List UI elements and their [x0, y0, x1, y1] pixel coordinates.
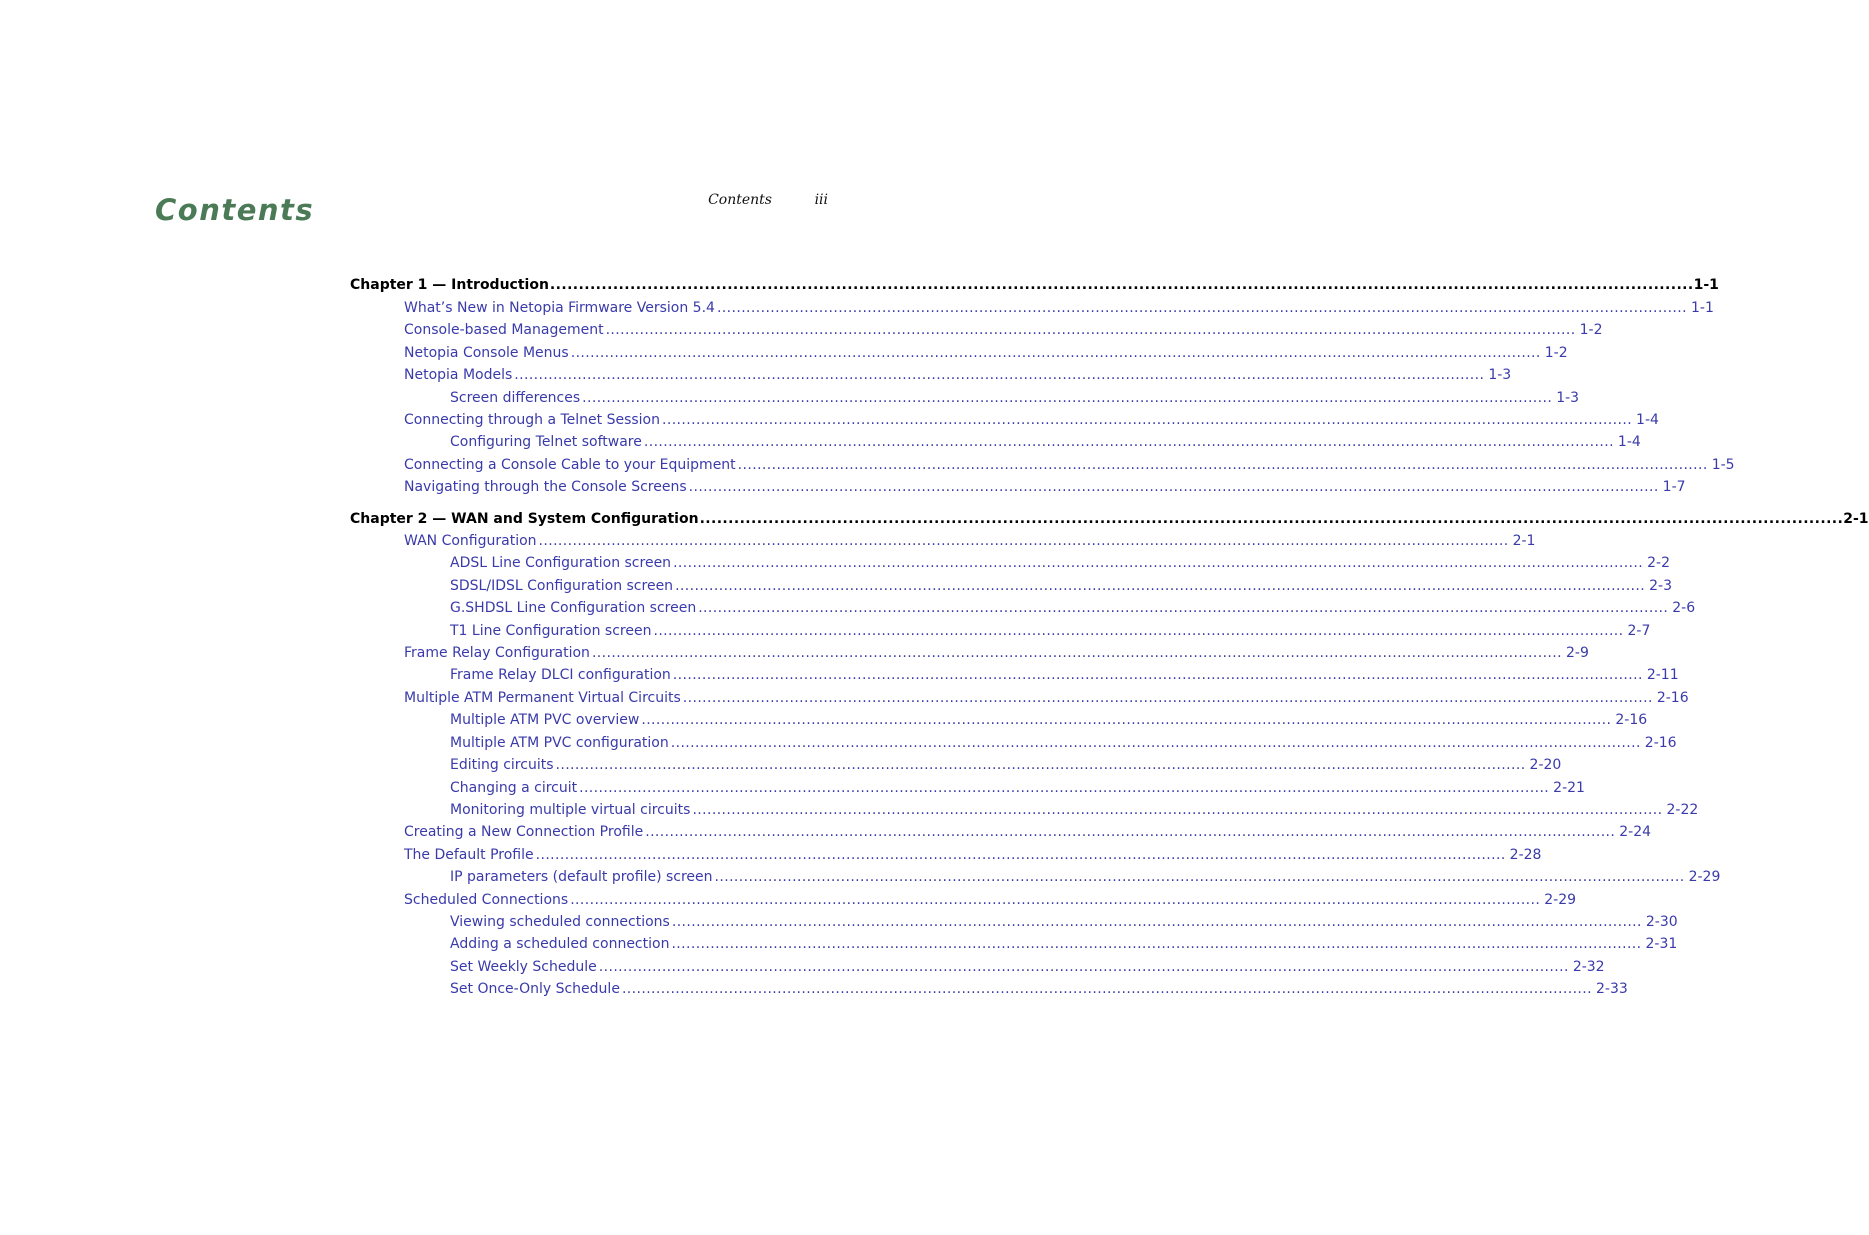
toc-entry-label: Viewing scheduled connections	[450, 914, 670, 930]
toc-entry-label: IP parameters (default profile) screen	[450, 869, 713, 885]
toc-leader-dots: ........................................................................................................................................................................................................	[688, 479, 1659, 495]
toc-entry[interactable]	[404, 531, 1536, 551]
toc-entry-page-number: 2-33	[1595, 981, 1628, 997]
toc-entry[interactable]	[450, 957, 1605, 977]
toc-entry-label: Chapter 1 — Introduction	[350, 277, 549, 293]
running-head-page-number: iii	[814, 192, 828, 208]
toc-entry-page-number: 2-9	[1565, 645, 1589, 661]
toc-entry[interactable]	[450, 388, 1580, 408]
toc-leader-dots: ........................................................................................................................................................................................................	[570, 892, 1541, 908]
toc-entry[interactable]	[450, 733, 1677, 753]
toc-entry[interactable]	[450, 934, 1678, 954]
toc-entry-label: T1 Line Configuration screen	[450, 623, 652, 639]
toc-entry[interactable]	[404, 845, 1542, 865]
toc-entry-page-number: 1-2	[1579, 322, 1603, 338]
toc-entry-label: Netopia Models	[404, 367, 513, 383]
toc-leader-dots: ........................................................................................................................................................................................................	[645, 824, 1616, 840]
toc-entry-label: Multiple ATM PVC overview	[450, 712, 640, 728]
toc-leader-dots: ........................................................................................................................................................................................................	[673, 555, 1644, 571]
toc-entry-label: Connecting a Console Cable to your Equipment	[404, 457, 736, 473]
toc-leader-dots: ........................................................................................................................................................................................................	[549, 277, 1694, 293]
toc-entry-page-number: 2-29	[1688, 869, 1721, 885]
toc-entry-label: G.SHDSL Line Configuration screen	[450, 600, 697, 616]
toc-entry-page-number: 2-24	[1619, 824, 1652, 840]
toc-entry-label: ADSL Line Configuration screen	[450, 555, 672, 571]
toc-entry-label: Configuring Telnet software	[450, 434, 642, 450]
toc-leader-dots: ........................................................................................................................................................................................................	[670, 735, 1641, 751]
toc-leader-dots: ........................................................................................................................................................................................................	[662, 412, 1633, 428]
toc-entry-label: Multiple ATM Permanent Virtual Circuits	[404, 690, 681, 706]
toc-entry[interactable]	[450, 912, 1678, 932]
toc-leader-dots: ........................................................................................................................................................................................................	[675, 578, 1646, 594]
toc-leader-dots: ........................................................................................................................................................................................................	[737, 457, 1708, 473]
toc-entry[interactable]	[450, 778, 1585, 798]
toc-entry[interactable]	[404, 365, 1512, 385]
toc-entry-label: Editing circuits	[450, 757, 554, 773]
toc-entry[interactable]	[404, 320, 1603, 340]
toc-entry-page-number: 2-31	[1645, 936, 1678, 952]
toc-entry-page-number: 1-2	[1544, 345, 1568, 361]
toc-entry-label: Frame Relay Configuration	[404, 645, 590, 661]
toc-leader-dots: ........................................................................................................................................................................................................	[692, 802, 1663, 818]
toc-leader-dots: ........................................................................................................................................................................................................	[514, 367, 1485, 383]
toc-entry-label: Chapter 2 — WAN and System Configuration	[350, 511, 699, 527]
toc-entry-page-number: 2-2	[1647, 555, 1670, 571]
toc-chapter-entry[interactable]	[350, 275, 1719, 295]
toc-entry[interactable]	[404, 298, 1714, 318]
toc-entry-page-number: 2-29	[1544, 892, 1577, 908]
toc-entry[interactable]	[450, 553, 1670, 573]
toc-entry[interactable]	[450, 710, 1648, 730]
toc-entry[interactable]	[450, 867, 1721, 887]
toc-leader-dots: ........................................................................................................................................................................................................	[653, 623, 1624, 639]
toc-entry-label: Adding a scheduled connection	[450, 936, 670, 952]
toc-entry-page-number: 2-16	[1615, 712, 1648, 728]
toc-entry-page-number: 2-20	[1529, 757, 1562, 773]
toc-entry[interactable]	[404, 455, 1735, 475]
toc-entry-label: Changing a circuit	[450, 780, 578, 796]
toc-entry-page-number: 1-1	[1693, 277, 1719, 293]
toc-entry[interactable]	[450, 979, 1628, 999]
toc-leader-dots: ........................................................................................................................................................................................................	[598, 959, 1569, 975]
toc-leader-dots: ........................................................................................................................................................................................................	[538, 533, 1509, 549]
running-head-title: Contents	[708, 192, 772, 208]
toc-entry-label: The Default Profile	[404, 847, 534, 863]
toc-leader-dots: ........................................................................................................................................................................................................	[643, 434, 1614, 450]
running-head	[600, 192, 828, 210]
toc-entry-page-number: 1-5	[1711, 457, 1735, 473]
toc-entry[interactable]	[404, 688, 1689, 708]
toc-entry-page-number: 1-4	[1636, 412, 1659, 428]
toc-leader-dots: ........................................................................................................................................................................................................	[535, 847, 1506, 863]
toc-leader-dots: ........................................................................................................................................................................................................	[591, 645, 1562, 661]
toc-entry-label: Creating a New Connection Profile	[404, 824, 644, 840]
toc-entry[interactable]	[450, 621, 1651, 641]
toc-leader-dots: ........................................................................................................................................................................................................	[671, 914, 1642, 930]
toc-entry-label: Console-based Management	[404, 322, 604, 338]
toc-leader-dots: ........................................................................................................................................................................................................	[672, 667, 1643, 683]
toc-leader-dots: ........................................................................................................................................................................................................	[621, 981, 1592, 997]
toc-entry[interactable]	[404, 890, 1577, 910]
toc-leader-dots: ........................................................................................................................................................................................................	[716, 300, 1687, 316]
page-title: Contents	[155, 193, 315, 227]
toc-entry-page-number: 2-16	[1644, 735, 1677, 751]
toc-entry-page-number: 2-1	[1512, 533, 1536, 549]
toc-entry-label: Monitoring multiple virtual circuits	[450, 802, 691, 818]
toc-entry-page-number: 2-28	[1509, 847, 1542, 863]
toc-entry-label: Set Weekly Schedule	[450, 959, 597, 975]
toc-entry[interactable]	[450, 576, 1672, 596]
toc-leader-dots: ........................................................................................................................................................................................................	[579, 780, 1550, 796]
toc-entry[interactable]	[450, 432, 1641, 452]
toc-entry-page-number: 2-30	[1645, 914, 1678, 930]
toc-leader-dots: ........................................................................................................................................................................................................	[605, 322, 1576, 338]
toc-entry-label: What’s New in Netopia Firmware Version 5.4	[404, 300, 715, 316]
toc-entry-label: Netopia Console Menus	[404, 345, 569, 361]
toc-entry[interactable]	[450, 755, 1562, 775]
toc-entry-page-number: 2-7	[1627, 623, 1651, 639]
toc-entry[interactable]	[404, 410, 1659, 430]
toc-leader-dots: ........................................................................................................................................................................................................	[570, 345, 1541, 361]
toc-entry-page-number: 1-7	[1662, 479, 1686, 495]
toc-entry-label: Connecting through a Telnet Session	[404, 412, 660, 428]
toc-entry-label: WAN Configuration	[404, 533, 537, 549]
toc-leader-dots: ........................................................................................................................................................................................................	[555, 757, 1526, 773]
toc-entry-page-number: 1-1	[1690, 300, 1714, 316]
toc-entry-label: Multiple ATM PVC configuration	[450, 735, 669, 751]
toc-chapter-entry[interactable]	[350, 509, 1869, 529]
toc-entry-label: Screen differences	[450, 390, 581, 406]
toc-leader-dots: ........................................................................................................................................................................................................	[714, 869, 1685, 885]
toc-leader-dots: ........................................................................................................................................................................................................	[699, 511, 1844, 527]
toc-entry-page-number: 2-16	[1656, 690, 1689, 706]
toc-entry-page-number: 2-1	[1843, 511, 1869, 527]
toc-entry[interactable]	[404, 643, 1589, 663]
toc-entry-label: SDSL/IDSL Configuration screen	[450, 578, 674, 594]
toc-leader-dots: ........................................................................................................................................................................................................	[682, 690, 1653, 706]
toc-entry-page-number: 2-22	[1666, 802, 1699, 818]
toc-entry-label: Scheduled Connections	[404, 892, 569, 908]
toc-entry[interactable]	[450, 665, 1679, 685]
toc-entry-page-number: 2-21	[1553, 780, 1585, 796]
toc-entry[interactable]	[404, 477, 1686, 497]
toc-entry-page-number: 2-6	[1672, 600, 1696, 616]
toc-entry-page-number: 1-3	[1488, 367, 1512, 383]
toc-leader-dots: ........................................................................................................................................................................................................	[671, 936, 1642, 952]
toc-leader-dots: ........................................................................................................................................................................................................	[698, 600, 1669, 616]
toc-entry[interactable]	[404, 343, 1568, 363]
toc-leader-dots: ........................................................................................................................................................................................................	[582, 390, 1553, 406]
toc-entry-page-number: 1-3	[1556, 390, 1580, 406]
toc-entry-page-number: 1-4	[1617, 434, 1641, 450]
toc-entry[interactable]	[450, 800, 1699, 820]
toc-entry[interactable]	[450, 598, 1696, 618]
toc-entry-page-number: 2-11	[1646, 667, 1679, 683]
toc-entry[interactable]	[404, 822, 1652, 842]
toc-entry-page-number: 2-32	[1572, 959, 1605, 975]
toc-entry-label: Set Once-Only Schedule	[450, 981, 620, 997]
toc-entry-label: Frame Relay DLCI configuration	[450, 667, 671, 683]
toc-entry-page-number: 2-3	[1649, 578, 1672, 594]
toc-entry-label: Navigating through the Console Screens	[404, 479, 687, 495]
toc-leader-dots: ........................................................................................................................................................................................................	[641, 712, 1612, 728]
